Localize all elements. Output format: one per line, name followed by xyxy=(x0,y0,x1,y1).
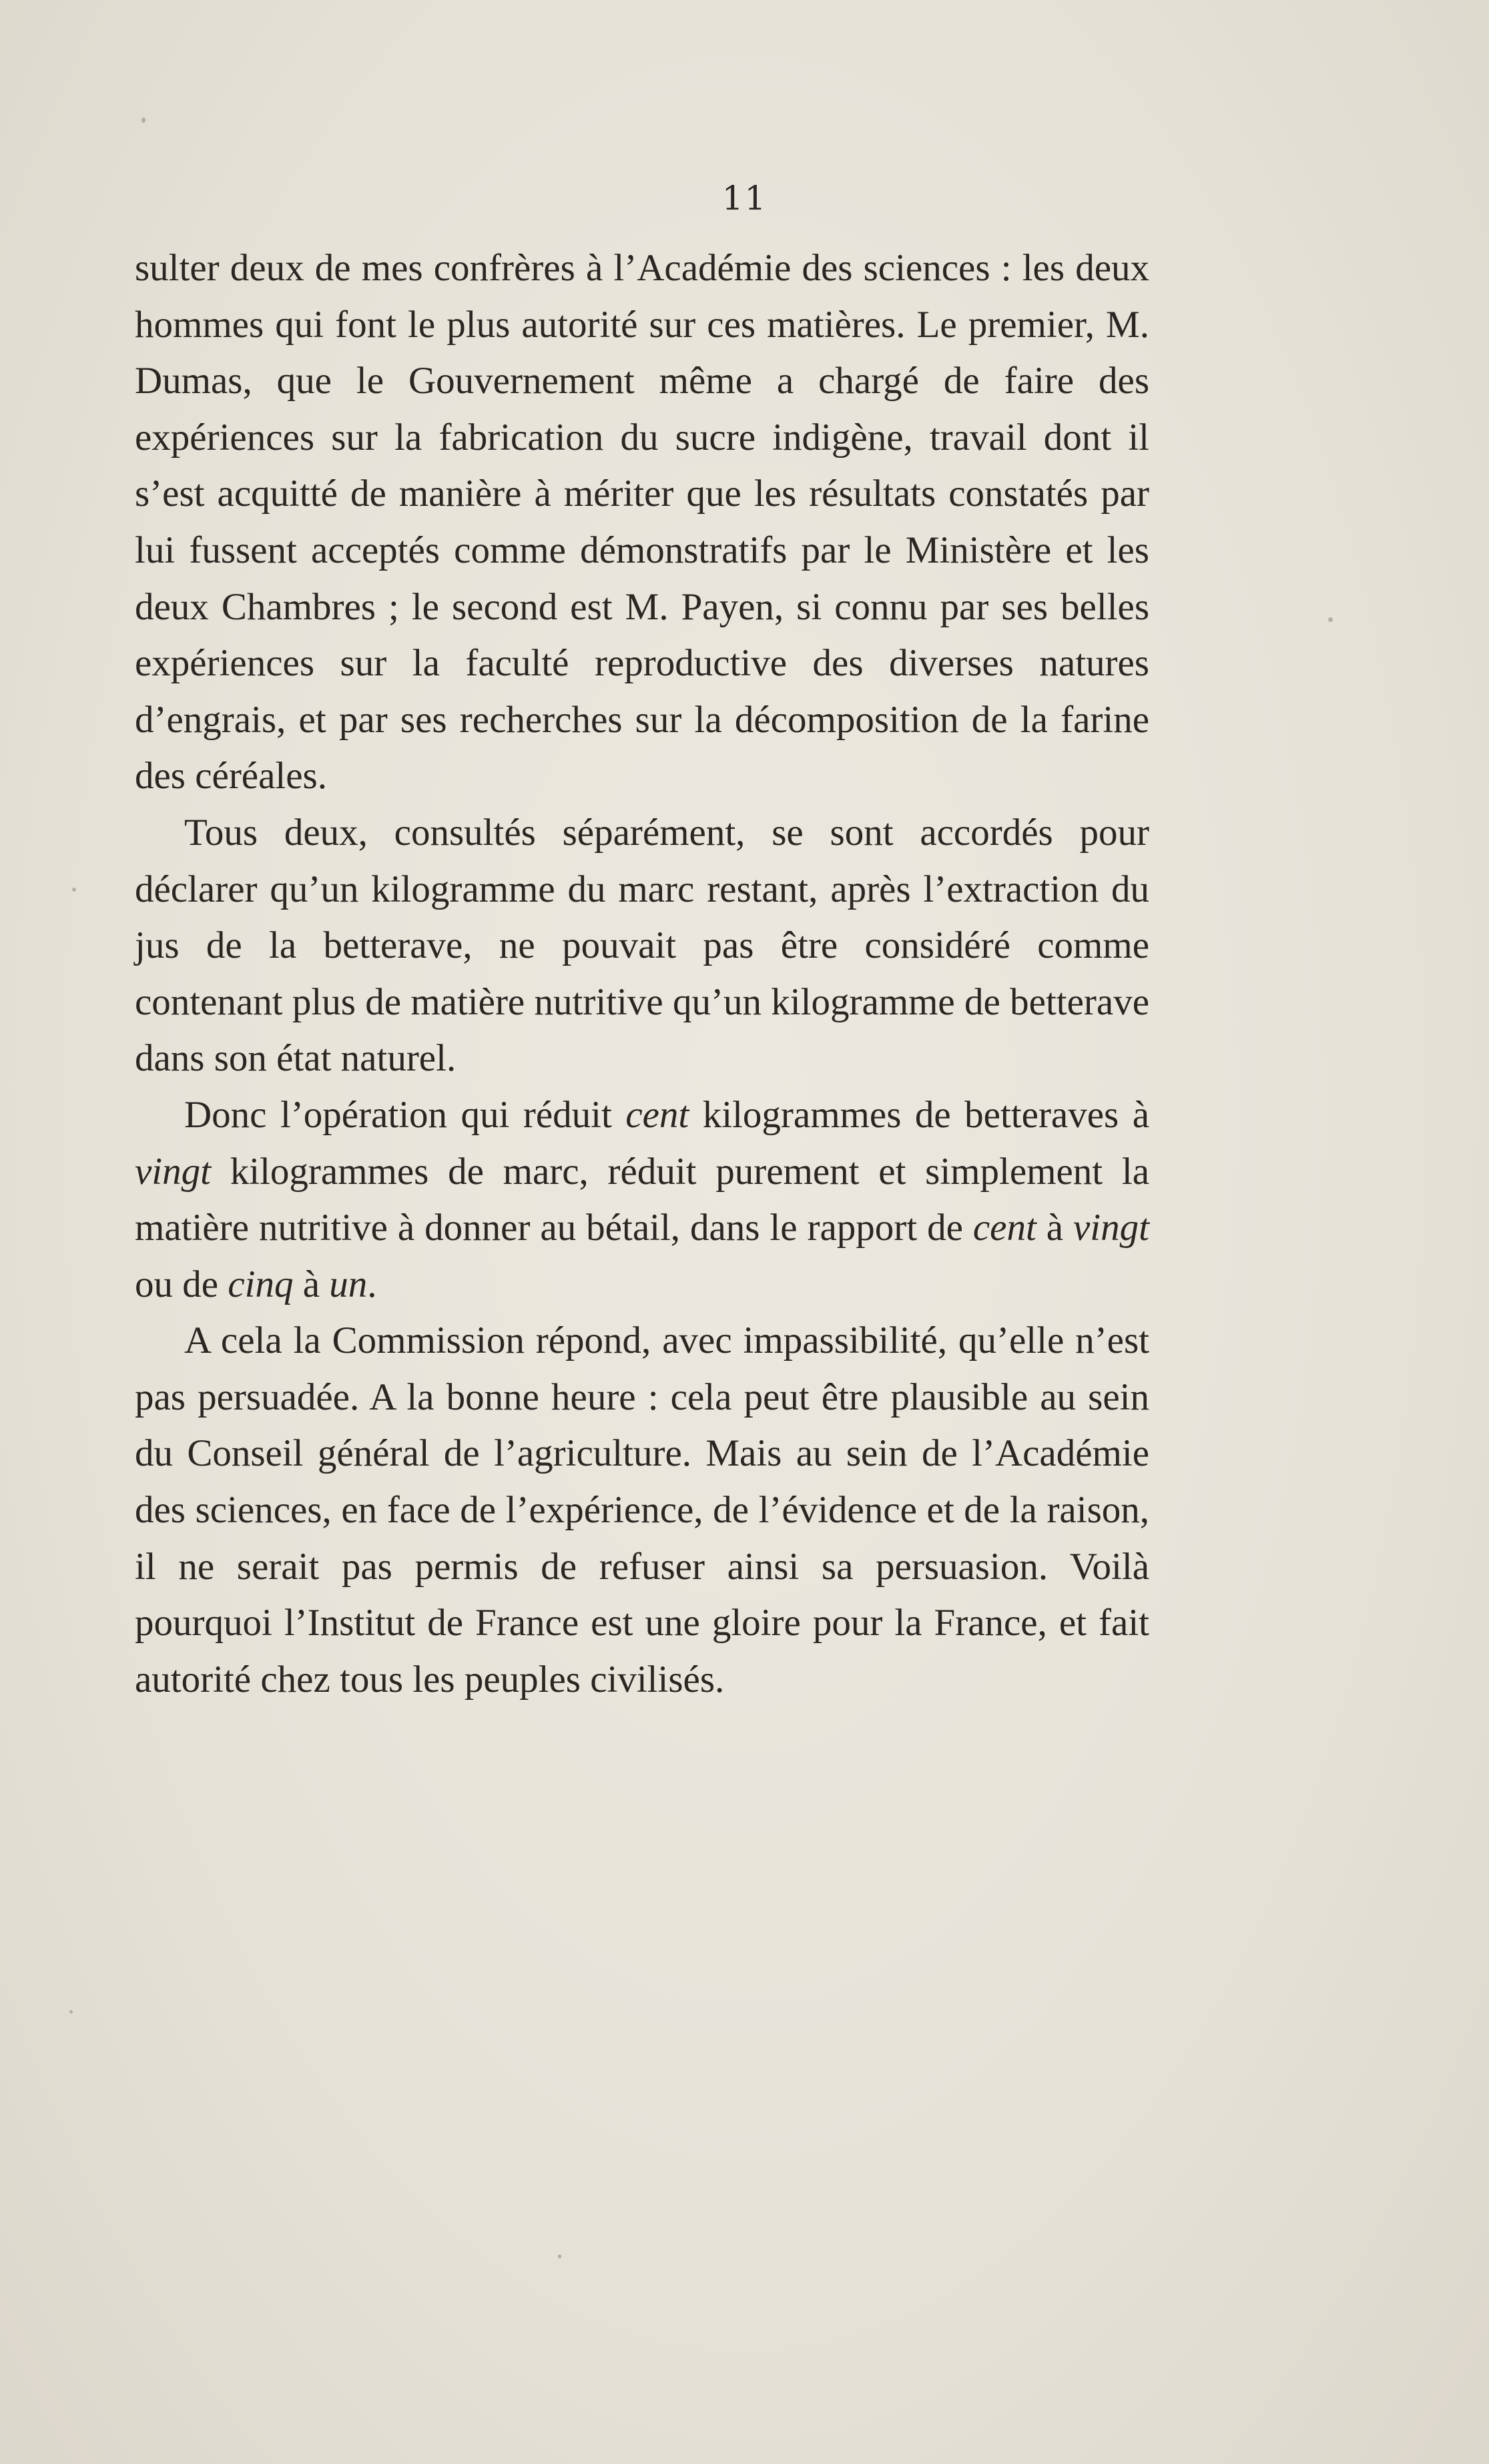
paragraph-1 xyxy=(135,240,1149,805)
paragraph-3 xyxy=(135,1087,1149,1313)
italic-word: vingt xyxy=(135,1150,211,1193)
text-segment: Donc l’opération qui réduit xyxy=(184,1093,626,1136)
paper-speck xyxy=(69,2010,73,2014)
paper-speck xyxy=(1328,617,1333,622)
body-text xyxy=(135,240,1149,1708)
text-segment: kilogrammes de marc, réduit purement et simplement la matière nutritive à donner au bétail, dans le rapport de xyxy=(135,1150,1149,1249)
italic-word: cent xyxy=(972,1207,1036,1249)
paragraph-4 xyxy=(135,1313,1149,1708)
italic-word: un xyxy=(329,1263,368,1305)
paper-speck xyxy=(72,888,76,892)
italic-word: cent xyxy=(625,1093,689,1136)
text-segment: à xyxy=(1036,1207,1073,1249)
text-segment: Tous deux, consultés séparément, se sont accordés pour déclarer qu’un kilogramme du marc restant, après l’extraction du jus de la betterave, ne pouvait pas être considéré comme contenant plus de matière nutritive qu’un kilogramme de betterave dans son état naturel. xyxy=(135,811,1149,1080)
text-segment: ou de xyxy=(135,1263,228,1305)
page-number: 11 xyxy=(721,179,768,218)
paragraph-2 xyxy=(135,805,1149,1087)
text-segment: A cela la Commission répond, avec impassibilité, qu’elle n’est pas persuadée. A la bonne heure : cela peut être plausible au sein du Conseil général de l’agriculture. Mais au sein de l’Académie des sciences, en face de l’expérience, de l’évidence et de la raison, il ne serait pas permis de refuser ainsi sa persuasion. Voilà pourquoi l’Institut de France est une gloire pour la France, et fait autorité chez tous les peuples civilisés. xyxy=(135,1319,1149,1701)
paper-speck xyxy=(558,2254,561,2258)
text-segment: sulter deux de mes confrères à l’Académie des sciences : les deux hommes qui font le plus autorité sur ces matières. Le premier, M. Dumas, que le Gouvernement même a chargé de faire des expériences sur la fabrication du sucre indigène, travail dont il s’est acquitté de manière à mériter que les résultats constatés par lui fussent acceptés comme démonstratifs par le Ministère et les deux Chambres ; le second est M. Payen, si connu par ses belles expériences sur la faculté reproductive des diverses natures d’engrais, et par ses recherches sur la décomposition de la farine des céréales. xyxy=(135,247,1149,798)
italic-word: cinq xyxy=(228,1263,294,1305)
text-segment: à xyxy=(293,1263,330,1305)
paper-speck xyxy=(141,117,145,123)
italic-word: vingt xyxy=(1073,1207,1149,1249)
text-segment: kilogrammes de betteraves à xyxy=(689,1093,1149,1136)
text-segment: . xyxy=(367,1263,377,1305)
